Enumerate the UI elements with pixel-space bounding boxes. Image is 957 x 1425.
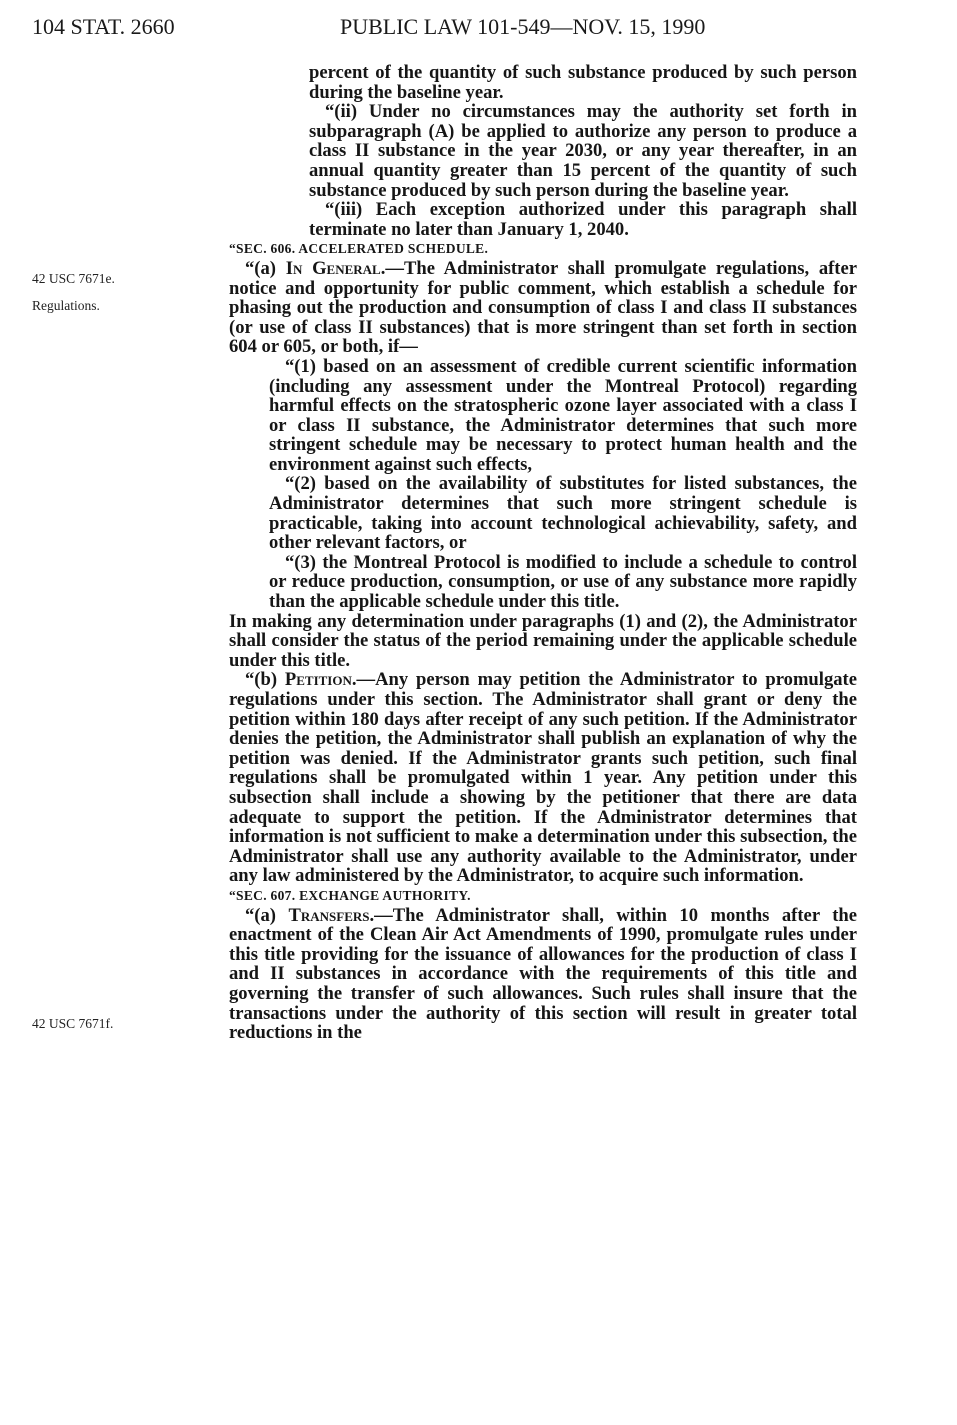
- paragraph-ii: “(ii) Under no circumstances may the authority set forth in subparagraph (A) be applied to authorize any person to produce a class II substance in the year 2030, or any year thereafter, in an annual quantity greater than 15 percent of the quantity of such substance produced by such person during the baseline year.: [309, 101, 857, 201]
- body-column: [229, 63, 857, 1043]
- paragraph-2: “(2) based on the availability of substitutes for listed substances, the Administrator determines that such more stringent schedule is practicable, taking into account technological achievability, safety, and other relevant factors, or: [269, 473, 857, 554]
- transfers-heading: Transfers.: [288, 904, 375, 926]
- subsection-a-transfers: [229, 906, 857, 1043]
- subsection-b-petition: [229, 670, 857, 886]
- section-607-heading: [229, 886, 857, 906]
- subsection-b-label: “(b): [245, 669, 278, 691]
- paragraph-continuation: percent of the quantity of such substance produced by such person during the baseline year.: [309, 62, 857, 103]
- subsection-b-text: —Any person may petition the Administrator to promulgate regulations under this section. The Administrator shall grant or deny the petition within 180 days after receipt of any such petition. If the Administrator denies the petition, the Administrator shall publish an explanation of why the petition was denied. If the Administrator grants such petition, such final regulations shall be promulgated within 1 year. Any petition under this subsection shall include a showing by the petitioner that there are data adequate to support the petition. If the Administrator determines that information is not sufficient to make a determination under this subsection, the Administrator shall use any authority available to the Administrator, under any law administered by the Administrator, to acquire such information.: [229, 669, 857, 887]
- paragraph-3: “(3) the Montreal Protocol is modified to include a schedule to control or reduce production, consumption, or use of any substance more rapidly than the applicable schedule under this title.: [269, 551, 857, 613]
- margin-note-usc-606: 42 USC 7671e.: [32, 271, 115, 286]
- transfers-label: “(a): [245, 904, 276, 926]
- section-607-number: “SEC. 607.: [229, 887, 296, 903]
- subsection-a-general: [229, 259, 857, 357]
- subsection-a-text: —The Administrator shall promulgate regulations, after notice and opportunity for public comment, which establish a schedule for phasing out the production and consumption of class I and class II substances (or use of class II substances) that is more stringent than set forth in section 604 or 605, or both, if—: [229, 257, 857, 358]
- margin-note-regulations: Regulations.: [32, 298, 100, 313]
- subsection-a-label: “(a): [245, 257, 276, 279]
- flush-paragraph: In making any determination under paragraphs (1) and (2), the Administrator shall consider the status of the period remaining under the applicable schedule under this title.: [229, 610, 857, 671]
- transfers-text: —The Administrator shall, within 10 months after the enactment of the Clean Air Act Amendments of 1990, promulgate rules under this title providing for the issuance of allowances for the production of class I and II substances in accordance with the requirements of this title and governing the transfer of such allowances. Such rules shall insure that the transactions under the authority of this section will result in greater total reductions in the: [229, 904, 857, 1044]
- paragraph-1: “(1) based on an assessment of credible current scientific information (including any assessment under the Montreal Protocol) regarding harmful effects on the stratospheric ozone layer associated with a class I or class II substance, the Administrator determines that such more stringent schedule may be necessary to protect human health and the environment against such effects,: [269, 355, 857, 475]
- margin-note-usc-607: 42 USC 7671f.: [32, 1016, 114, 1031]
- page-citation: 104 STAT. 2660: [32, 14, 175, 39]
- section-606-title: ACCELERATED SCHEDULE.: [298, 241, 489, 257]
- section-606-heading: [229, 239, 857, 259]
- section-606-number: “SEC. 606.: [229, 241, 296, 257]
- running-header: PUBLIC LAW 101-549—NOV. 15, 1990: [340, 14, 706, 39]
- section-607-title: EXCHANGE AUTHORITY.: [299, 887, 471, 903]
- subsection-a-heading: In General.: [285, 257, 386, 279]
- paragraph-iii: “(iii) Each exception authorized under this paragraph shall terminate no later than January 1, 2040.: [309, 199, 857, 240]
- subsection-b-heading: Petition.: [284, 669, 357, 691]
